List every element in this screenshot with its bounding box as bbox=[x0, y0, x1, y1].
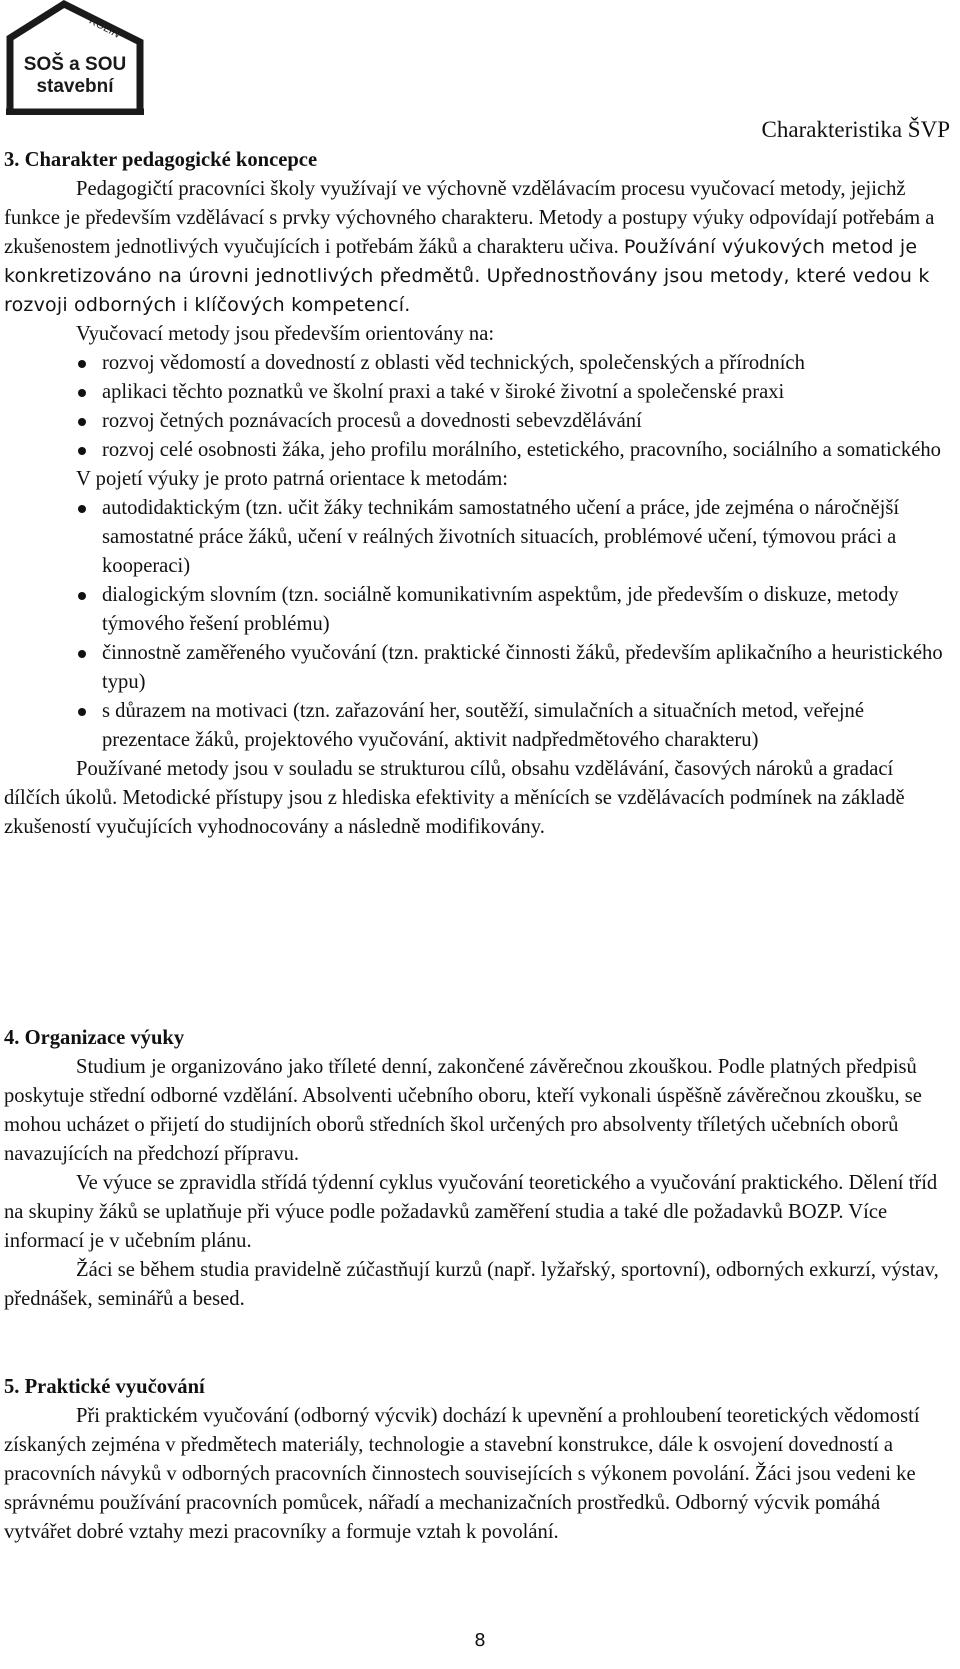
bullet-icon bbox=[78, 447, 86, 455]
section-4-heading: 4. Organizace výuky bbox=[4, 1027, 185, 1049]
section-3-intro-sans: Používání výukových metod je konkretizováno na úrovni jednotlivých předmětů. Upřednostňovány jsou metody, které vedou k rozvoji odborných i klíčových kompetencí. bbox=[4, 236, 930, 316]
logo-line1: SOŠ a SOU bbox=[23, 54, 127, 75]
list-item: rozvoj četných poznávacích procesů a dovednosti sebevzdělávání bbox=[4, 407, 946, 436]
section-5-heading: 5. Praktické vyučování bbox=[4, 1376, 205, 1398]
list-item: rozvoj vědomostí a dovedností z oblasti věd technických, společenských a přírodních bbox=[4, 349, 946, 378]
section-3-closing: Používané metody jsou v souladu se strukturou cílů, obsahu vzdělávání, časových nároků a gradací dílčích úkolů. Metodické přístupy jsou z hlediska efektivity a měnících se vzdělávacích podmínek na základě zkušeností vyučujících vyhodnocovány a následně modifikovány. bbox=[4, 758, 905, 838]
section-3 bbox=[4, 146, 950, 842]
page-number: 8 bbox=[474, 1630, 486, 1651]
logo-city: KOLÍN bbox=[87, 14, 123, 41]
orientation-list bbox=[4, 349, 950, 465]
school-logo bbox=[4, 0, 146, 115]
list-2-lead: V pojetí výuky je proto patrná orientace k metodám: bbox=[76, 468, 508, 490]
section-3-intro-serif: Pedagogičtí pracovníci školy využívají ve výchovně vzdělávacím procesu vyučovací metody, jejichž funkce je především vzdělávací s prvky výchovného charakteru. Metody a postupy výuky odpovídají potřebám a zkušenostem jednotlivých vyučujících i potřebám žáků a charakteru učiva. bbox=[4, 178, 935, 258]
bullet-icon bbox=[78, 360, 86, 368]
bullet-icon bbox=[78, 650, 86, 658]
list-item: dialogickým slovním (tzn. sociálně komunikativním aspektům, jde především o diskuze, metody týmového řešení problému) bbox=[4, 581, 946, 639]
bullet-icon bbox=[78, 418, 86, 426]
section-3-intro bbox=[4, 175, 950, 320]
section-4-paragraph: Ve výuce se zpravidla střídá týdenní cyklus vyučování teoretického a vyučování praktického. Dělení tříd na skupiny žáků se uplatňuje při výuce podle požadavků zaměření studia a také dle požadavků BOZP. Více informací je v učebním plánu. bbox=[4, 1172, 938, 1252]
list-item: autodidaktickým (tzn. učit žáky technikám samostatného učení a práce, jde zejména o náročnější samostatné práce žáků, učení v reálných životních situacích, problémové učení, týmovou práci a kooperaci) bbox=[4, 494, 946, 581]
section-4-paragraph: Studium je organizováno jako tříleté denní, zakončené závěrečnou zkouškou. Podle platných předpisů poskytuje střední odborné vzdělání. Absolventi učebního oboru, kteří vykonali úspěšně závěrečnou zkoušku, se mohou ucházet o přijetí do studijních oborů středních škol určených pro absolventy tříletých učebních oborů navazujících na předchozí přípravu. bbox=[4, 1056, 922, 1165]
logo-line2: stavební bbox=[36, 76, 114, 97]
section-4 bbox=[4, 1024, 950, 1314]
section-5-paragraph: Při praktickém vyučování (odborný výcvik) dochází k upevnění a prohloubení teoretických vědomostí získaných zejména v předmětech materiály, technologie a stavební konstrukce, dále k osvojení dovedností a pracovních návyků v odborných pracovních činnostech souvisejících s výkonem povolání. Žáci jsou vedeni ke správnému používání pracovních pomůcek, nářadí a mechanizačních prostředků. Odborný výcvik pomáhá vytvářet dobré vztahy mezi pracovníky a formuje vztah k povolání. bbox=[4, 1405, 920, 1543]
list-1-lead: Vyučovací metody jsou především orientovány na: bbox=[76, 323, 495, 345]
section-3-heading: 3. Charakter pedagogické koncepce bbox=[4, 149, 318, 171]
section-5 bbox=[4, 1373, 950, 1547]
list-item: činnostně zaměřeného vyučování (tzn. praktické činnosti žáků, především aplikačního a heuristického typu) bbox=[4, 639, 946, 697]
bullet-icon bbox=[78, 389, 86, 397]
list-item: aplikaci těchto poznatků ve školní praxi a také v široké životní a společenské praxi bbox=[4, 378, 946, 407]
methods-list bbox=[4, 494, 950, 755]
document-header-title: Charakteristika ŠVP bbox=[761, 117, 950, 142]
bullet-icon bbox=[78, 592, 86, 600]
section-4-paragraph: Žáci se během studia pravidelně zúčastňují kurzů (např. lyžařský, sportovní), odborných exkurzí, výstav, přednášek, seminářů a besed. bbox=[4, 1259, 939, 1310]
bullet-icon bbox=[78, 505, 86, 513]
list-item: rozvoj celé osobnosti žáka, jeho profilu morálního, estetického, pracovního, sociálního a somatického bbox=[4, 436, 946, 465]
bullet-icon bbox=[78, 708, 86, 716]
list-item: s důrazem na motivaci (tzn. zařazování her, soutěží, simulačních a situačních metod, veřejné prezentace žáků, projektového vyučování, aktivit nadpředmětového charakteru) bbox=[4, 697, 946, 755]
